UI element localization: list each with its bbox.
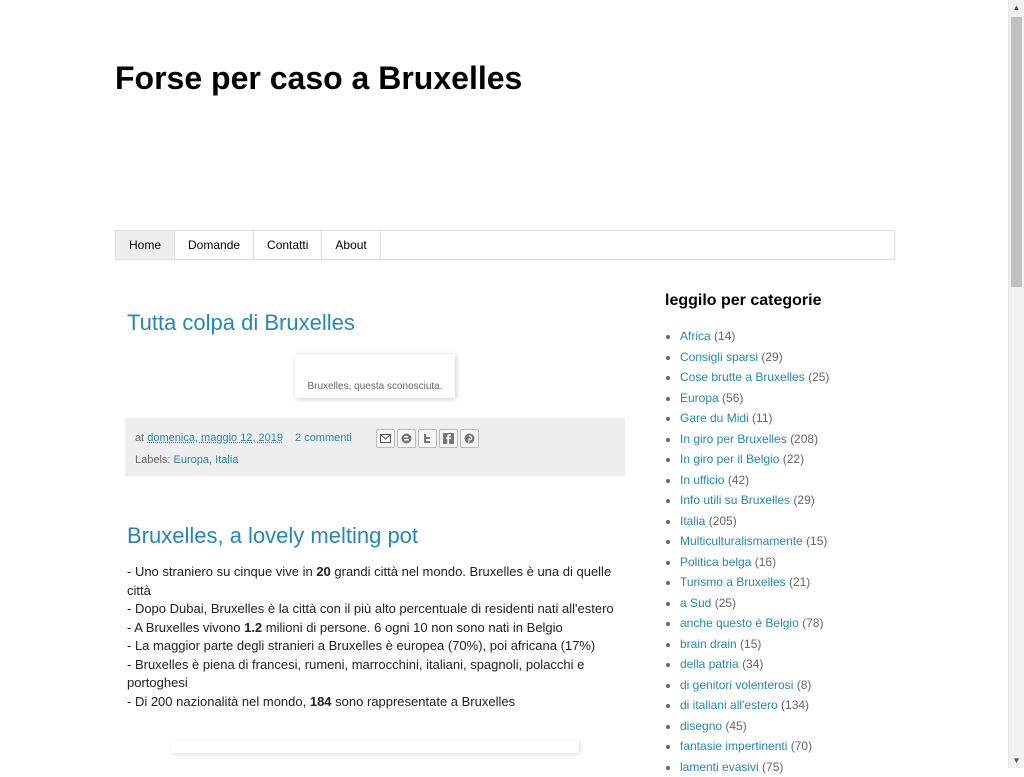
page-tabs [115,230,895,260]
category-count: (15) [806,534,827,548]
category-link[interactable]: Europa [680,391,719,405]
post-body [125,563,625,711]
tab-home[interactable]: Home [116,231,175,259]
category-item [680,552,905,573]
category-item [680,511,905,532]
category-link[interactable]: Consigli sparsi [680,350,758,364]
scroll-thumb[interactable] [1011,17,1022,287]
post-title[interactable]: Tutta colpa di Bruxelles [127,310,625,336]
category-link[interactable]: Africa [680,329,711,343]
category-link[interactable]: di genitori volenterosi [680,678,793,692]
post-image[interactable] [171,741,579,753]
category-link[interactable]: fantasie impertinenti [680,739,787,753]
category-count: (8) [797,678,812,692]
category-link[interactable]: di italiani all'estero [680,698,778,712]
sidebar-title: leggilo per categorie [665,292,905,310]
category-link[interactable]: della patria [680,657,739,671]
category-link[interactable]: anche questo è Belgio [680,616,799,630]
category-item [680,367,905,388]
category-item [680,326,905,347]
category-count: (16) [755,555,776,569]
tab-contatti[interactable]: Contatti [254,231,322,259]
sidebar-categories [665,292,905,777]
category-item [680,429,905,450]
category-link[interactable]: In giro per Bruxelles [680,432,787,446]
category-item [680,531,905,552]
share-buttons [376,429,479,448]
category-count: (22) [783,452,804,466]
blogger-icon[interactable] [397,429,416,448]
category-count: (42) [728,473,749,487]
category-link[interactable]: lamenti evasivi [680,760,759,774]
post-title[interactable]: Bruxelles, a lovely melting pot [127,523,625,549]
category-count: (14) [714,329,735,343]
category-count: (21) [789,575,810,589]
category-item [680,757,905,777]
category-item [680,675,905,696]
category-link[interactable]: In giro per il Belgio [680,452,779,466]
blog-title[interactable]: Forse per caso a Bruxelles [115,60,522,97]
category-link[interactable]: Italia [680,514,705,528]
twitter-icon[interactable] [418,429,437,448]
category-count: (208) [790,432,818,446]
post-body-line: - Di 200 nazionalità nel mondo, 184 sono rappresentate a Bruxelles [127,693,625,712]
category-count: (34) [742,657,763,671]
category-count: (29) [793,493,814,507]
category-count: (25) [808,370,829,384]
post-body-line: - Uno straniero su cinque vive in 20 grandi città nel mondo. Bruxelles è una di quelle città [127,563,625,600]
category-item [680,490,905,511]
vertical-scrollbar[interactable] [1008,0,1024,768]
label-link-europa[interactable]: Europa [174,454,209,466]
category-item [680,408,905,429]
category-count: (11) [752,411,772,425]
post-image[interactable] [295,354,455,398]
comments-link[interactable]: 2 commenti [295,432,352,444]
post-footer: at domenica, maggio 12, 2019 2 commenti Labels: Europa, Italia [125,418,625,477]
scroll-down-arrow-icon[interactable]: ▼ [1009,753,1024,768]
post-body-line: - Bruxelles è piena di francesi, rumeni, marrocchini, italiani, spagnoli, polacchi e portoghesi [127,656,625,693]
category-count: (75) [762,760,783,774]
category-link[interactable]: a Sud [680,596,711,610]
category-item [680,388,905,409]
facebook-icon[interactable] [439,429,458,448]
category-item [680,716,905,737]
category-count: (25) [715,596,736,610]
category-link[interactable]: Gare du Midi [680,411,749,425]
category-item [680,695,905,716]
category-link[interactable]: disegno [680,719,722,733]
category-list [665,326,905,777]
at-label: at [135,432,144,444]
category-count: (45) [725,719,746,733]
labels-label: Labels: [135,454,170,466]
category-count: (56) [722,391,743,405]
category-count: (29) [761,350,782,364]
category-link[interactable]: In ufficio [680,473,724,487]
category-item [680,572,905,593]
scroll-up-arrow-icon[interactable]: ▲ [1009,0,1024,15]
category-link[interactable]: Cose brutte a Bruxelles [680,370,805,384]
category-link[interactable]: brain drain [680,637,737,651]
envelope-icon[interactable] [376,429,395,448]
category-link[interactable]: Info utili su Bruxelles [680,493,790,507]
category-count: (78) [802,616,823,630]
main-column [125,300,625,753]
category-item [680,654,905,675]
category-item [680,347,905,368]
label-link-italia[interactable]: Italia [215,454,238,466]
post-body-line: - La maggior parte degli stranieri a Bruxelles è europea (70%), poi africana (17%) [127,637,625,656]
category-item [680,736,905,757]
image-caption: Bruxelles, questa sconosciuta. [295,381,455,392]
category-item [680,613,905,634]
post-date-link[interactable]: domenica, maggio 12, 2019 [147,432,283,444]
category-link[interactable]: Politica belga [680,555,751,569]
post-body-line: - Dopo Dubai, Bruxelles è la città con il più alto percentuale di residenti nati all'estero [127,600,625,619]
category-item [680,449,905,470]
category-item [680,634,905,655]
category-item [680,593,905,614]
category-link[interactable]: Multiculturalismamente [680,534,803,548]
category-link[interactable]: Turismo a Bruxelles [680,575,786,589]
tab-domande[interactable]: Domande [175,231,254,259]
tab-about[interactable]: About [322,231,380,259]
category-count: (134) [781,698,809,712]
category-count: (205) [709,514,737,528]
category-count: (70) [791,739,812,753]
post-body-line: - A Bruxelles vivono 1.2 milioni di persone. 6 ogni 10 non sono nati in Belgio [127,619,625,638]
pinterest-icon[interactable] [460,429,479,448]
category-item [680,470,905,491]
category-count: (15) [740,637,761,651]
